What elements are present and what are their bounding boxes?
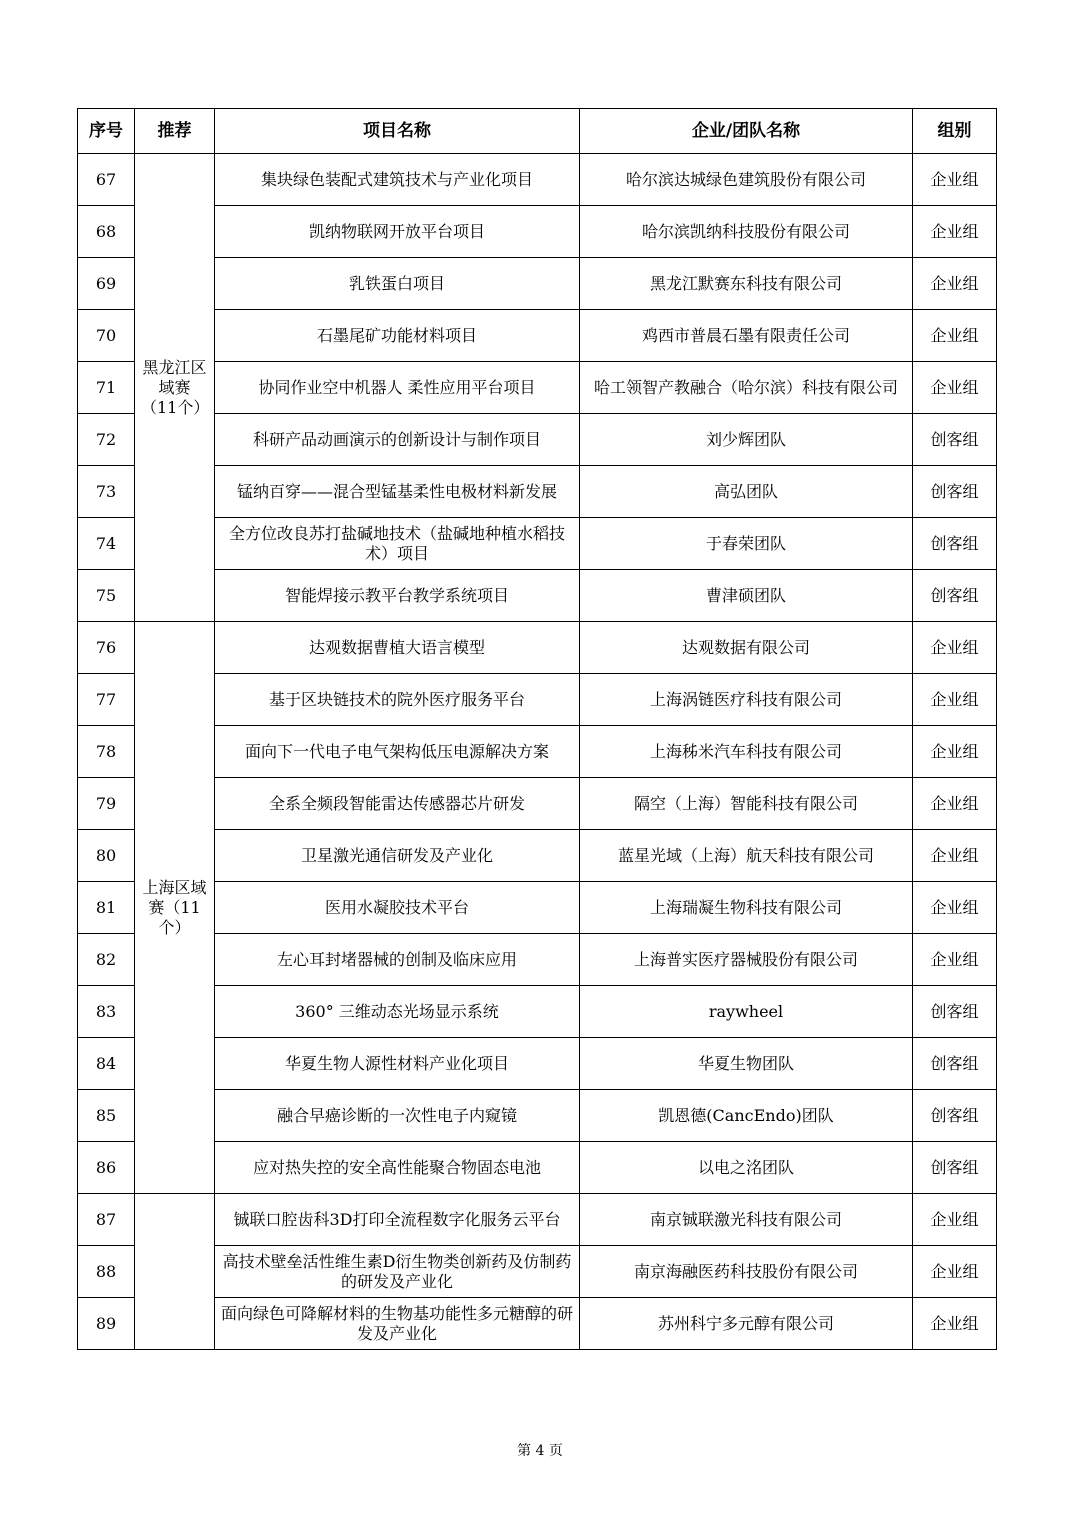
cell-project: 乳铁蛋白项目 — [215, 258, 580, 310]
table-row — [78, 622, 997, 674]
cell-group: 企业组 — [913, 778, 997, 830]
cell-org: 哈工领智产教融合（哈尔滨）科技有限公司 — [580, 362, 913, 414]
cell-no: 76 — [78, 622, 135, 674]
cell-group: 企业组 — [913, 726, 997, 778]
cell-project: 应对热失控的安全高性能聚合物固态电池 — [215, 1142, 580, 1194]
cell-org: 上海瑞凝生物科技有限公司 — [580, 882, 913, 934]
cell-group: 企业组 — [913, 154, 997, 206]
table-row — [78, 414, 997, 466]
cell-no: 88 — [78, 1246, 135, 1298]
cell-group: 企业组 — [913, 362, 997, 414]
cell-org: 隔空（上海）智能科技有限公司 — [580, 778, 913, 830]
table-row — [78, 310, 997, 362]
cell-group: 创客组 — [913, 1038, 997, 1090]
cell-org: 于春荣团队 — [580, 518, 913, 570]
table-row — [78, 674, 997, 726]
cell-no: 74 — [78, 518, 135, 570]
table-row — [78, 518, 997, 570]
project-table — [77, 108, 997, 1350]
table-row — [78, 466, 997, 518]
table-row — [78, 1298, 997, 1350]
cell-no: 79 — [78, 778, 135, 830]
cell-no: 83 — [78, 986, 135, 1038]
cell-no: 70 — [78, 310, 135, 362]
cell-group: 企业组 — [913, 830, 997, 882]
cell-group: 创客组 — [913, 570, 997, 622]
cell-recommend: 上海区域赛（11个） — [135, 622, 215, 1194]
cell-org: 刘少辉团队 — [580, 414, 913, 466]
cell-group: 创客组 — [913, 466, 997, 518]
table-row — [78, 726, 997, 778]
cell-project: 集块绿色装配式建筑技术与产业化项目 — [215, 154, 580, 206]
cell-project: 左心耳封堵器械的创制及临床应用 — [215, 934, 580, 986]
cell-group: 企业组 — [913, 258, 997, 310]
cell-project: 锰纳百穿——混合型锰基柔性电极材料新发展 — [215, 466, 580, 518]
cell-no: 69 — [78, 258, 135, 310]
cell-no: 72 — [78, 414, 135, 466]
cell-project: 协同作业空中机器人 柔性应用平台项目 — [215, 362, 580, 414]
cell-group: 创客组 — [913, 1090, 997, 1142]
header-org: 企业/团队名称 — [580, 109, 913, 154]
cell-group: 企业组 — [913, 1298, 997, 1350]
cell-group: 企业组 — [913, 1246, 997, 1298]
cell-org: 黑龙江默赛东科技有限公司 — [580, 258, 913, 310]
cell-no: 89 — [78, 1298, 135, 1350]
cell-project: 基于区块链技术的院外医疗服务平台 — [215, 674, 580, 726]
cell-org: 上海普实医疗器械股份有限公司 — [580, 934, 913, 986]
header-no: 序号 — [78, 109, 135, 154]
table-row — [78, 206, 997, 258]
cell-no: 67 — [78, 154, 135, 206]
cell-project: 全方位改良苏打盐碱地技术（盐碱地种植水稻技术）项目 — [215, 518, 580, 570]
cell-group: 企业组 — [913, 882, 997, 934]
cell-project: 铖联口腔齿科3D打印全流程数字化服务云平台 — [215, 1194, 580, 1246]
cell-group: 企业组 — [913, 1194, 997, 1246]
table-row — [78, 1194, 997, 1246]
table-row — [78, 934, 997, 986]
cell-org: 凯恩德(CancEndo)团队 — [580, 1090, 913, 1142]
table-row — [78, 830, 997, 882]
header-recommend: 推荐 — [135, 109, 215, 154]
cell-no: 87 — [78, 1194, 135, 1246]
cell-no: 81 — [78, 882, 135, 934]
header-group: 组别 — [913, 109, 997, 154]
cell-org: 上海秭米汽车科技有限公司 — [580, 726, 913, 778]
table-row — [78, 882, 997, 934]
cell-project: 科研产品动画演示的创新设计与制作项目 — [215, 414, 580, 466]
cell-group: 创客组 — [913, 1142, 997, 1194]
cell-project: 医用水凝胶技术平台 — [215, 882, 580, 934]
cell-no: 80 — [78, 830, 135, 882]
cell-no: 86 — [78, 1142, 135, 1194]
cell-project: 达观数据曹植大语言模型 — [215, 622, 580, 674]
cell-project: 华夏生物人源性材料产业化项目 — [215, 1038, 580, 1090]
cell-group: 创客组 — [913, 414, 997, 466]
cell-no: 84 — [78, 1038, 135, 1090]
cell-org: 哈尔滨凯纳科技股份有限公司 — [580, 206, 913, 258]
cell-no: 71 — [78, 362, 135, 414]
cell-org: 南京海融医药科技股份有限公司 — [580, 1246, 913, 1298]
cell-org: 高弘团队 — [580, 466, 913, 518]
table-row — [78, 986, 997, 1038]
table-row — [78, 778, 997, 830]
cell-project: 全系全频段智能雷达传感器芯片研发 — [215, 778, 580, 830]
table-row — [78, 258, 997, 310]
table-row — [78, 1142, 997, 1194]
cell-project: 高技术壁垒活性维生素D衍生物类创新药及仿制药的研发及产业化 — [215, 1246, 580, 1298]
cell-group: 企业组 — [913, 934, 997, 986]
table-row — [78, 362, 997, 414]
cell-org: raywheel — [580, 986, 913, 1038]
cell-no: 68 — [78, 206, 135, 258]
cell-org: 苏州科宁多元醇有限公司 — [580, 1298, 913, 1350]
cell-org: 蓝星光域（上海）航天科技有限公司 — [580, 830, 913, 882]
cell-org: 以电之洺团队 — [580, 1142, 913, 1194]
cell-project: 面向下一代电子电气架构低压电源解决方案 — [215, 726, 580, 778]
table-row — [78, 1246, 997, 1298]
cell-group: 创客组 — [913, 986, 997, 1038]
table-row — [78, 1090, 997, 1142]
cell-no: 77 — [78, 674, 135, 726]
cell-org: 哈尔滨达城绿色建筑股份有限公司 — [580, 154, 913, 206]
table-row — [78, 1038, 997, 1090]
cell-group: 企业组 — [913, 622, 997, 674]
cell-no: 82 — [78, 934, 135, 986]
cell-project: 面向绿色可降解材料的生物基功能性多元糖醇的研发及产业化 — [215, 1298, 580, 1350]
cell-org: 曹津硕团队 — [580, 570, 913, 622]
cell-group: 创客组 — [913, 518, 997, 570]
cell-recommend — [135, 1194, 215, 1350]
cell-project: 凯纳物联网开放平台项目 — [215, 206, 580, 258]
cell-org: 鸡西市普晨石墨有限责任公司 — [580, 310, 913, 362]
cell-project: 卫星激光通信研发及产业化 — [215, 830, 580, 882]
table-row — [78, 154, 997, 206]
cell-group: 企业组 — [913, 310, 997, 362]
cell-no: 73 — [78, 466, 135, 518]
table-row — [78, 570, 997, 622]
page-number: 第 4 页 — [517, 1443, 563, 1459]
cell-org: 达观数据有限公司 — [580, 622, 913, 674]
cell-no: 75 — [78, 570, 135, 622]
cell-project: 智能焊接示教平台教学系统项目 — [215, 570, 580, 622]
header-project: 项目名称 — [215, 109, 580, 154]
cell-no: 78 — [78, 726, 135, 778]
cell-org: 南京铖联激光科技有限公司 — [580, 1194, 913, 1246]
cell-group: 企业组 — [913, 206, 997, 258]
cell-no: 85 — [78, 1090, 135, 1142]
cell-project: 石墨尾矿功能材料项目 — [215, 310, 580, 362]
cell-project: 融合早癌诊断的一次性电子内窥镜 — [215, 1090, 580, 1142]
header-row — [78, 109, 997, 154]
table-body — [78, 154, 997, 1350]
cell-group: 企业组 — [913, 674, 997, 726]
cell-org: 华夏生物团队 — [580, 1038, 913, 1090]
cell-recommend: 黑龙江区域赛（11个） — [135, 154, 215, 622]
cell-org: 上海涡链医疗科技有限公司 — [580, 674, 913, 726]
cell-project: 360° 三维动态光场显示系统 — [215, 986, 580, 1038]
